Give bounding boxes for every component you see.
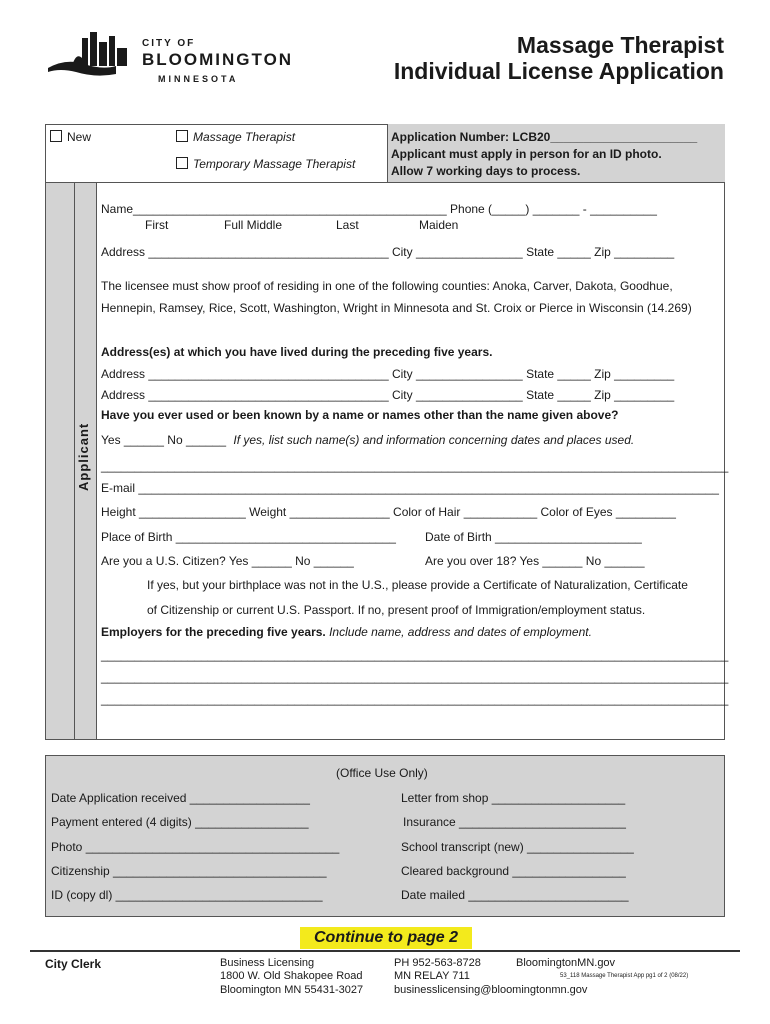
insurance-field[interactable]: Insurance _________________________ (403, 815, 626, 829)
other-names-yes-no[interactable] (101, 433, 634, 447)
date-mailed-field[interactable]: Date mailed ________________________ (401, 888, 629, 902)
form-id: 53_118 Massage Therapist App pg1 of 2 (08/22) (560, 973, 689, 979)
other-names-blank-line[interactable]: ______________________________________________________________________________________________ (101, 459, 729, 473)
name-first-caption: First (145, 218, 169, 232)
other-names-instructions: If yes, list such name(s) and information concerning dates and places used. (233, 433, 635, 447)
massage-therapist-checkbox-row[interactable] (176, 130, 295, 144)
name-phone-field[interactable]: Name_______________________________________________ Phone (_____) _______ - __________ (101, 202, 657, 216)
employer-line-3[interactable]: ______________________________________________________________________________________________ (101, 692, 729, 706)
massage-therapist-label: Massage Therapist (193, 130, 296, 144)
naturalization-text-1: If yes, but your birthplace was not in the U.S., please provide a Certificate of Naturalization, Certificate (147, 578, 688, 592)
name-last-caption: Last (336, 218, 359, 232)
divider (96, 183, 97, 739)
employer-line-2[interactable]: ______________________________________________________________________________________________ (101, 670, 729, 684)
city-skyline-icon (46, 28, 142, 88)
other-names-question: Have you ever used or been known by a name or names other than the name given above? (101, 408, 619, 422)
employers-instructions: Include name, address and dates of employment. (329, 625, 592, 639)
form-title-line1: Massage Therapist (516, 32, 724, 58)
school-transcript-field[interactable]: School transcript (new) ________________ (401, 840, 634, 854)
prev-address-field-1[interactable]: Address ____________________________________ City ________________ State _____ Zip _________ (101, 367, 675, 381)
citizenship-field[interactable]: Citizenship ________________________________ (51, 864, 327, 878)
payment-field[interactable]: Payment entered (4 digits) _________________ (51, 815, 309, 829)
footer-address-line-1: Business Licensing (220, 957, 315, 969)
name-middle-caption: Full Middle (224, 218, 283, 232)
letter-from-shop-field[interactable]: Letter from shop ____________________ (401, 791, 626, 805)
new-checkbox[interactable] (50, 130, 62, 142)
applicant-side-label: Applicant (76, 422, 91, 491)
footer-divider (30, 950, 740, 952)
prev-address-field-2[interactable]: Address ____________________________________ City ________________ State _____ Zip _________ (101, 388, 675, 402)
email-field[interactable]: E-mail _______________________________________________________________________________________ (101, 481, 719, 495)
new-label: New (67, 130, 92, 144)
employers-heading-row (101, 625, 592, 639)
address-field[interactable]: Address ____________________________________ City ________________ State _____ Zip _________ (101, 245, 675, 259)
temporary-label: Temporary Massage Therapist (193, 157, 356, 171)
footer-address-line-3: Bloomington MN 55431-3027 (220, 984, 364, 996)
divider (74, 183, 75, 739)
place-of-birth-field[interactable]: Place of Birth _________________________________ (101, 530, 396, 544)
massage-therapist-checkbox[interactable] (176, 130, 188, 142)
yes-no-field[interactable]: Yes ______ No ______ (101, 433, 227, 447)
logo-name-text: BLOOMINGTON (142, 50, 294, 69)
logo-city-text: CITY OF (142, 38, 196, 49)
temporary-checkbox-row[interactable] (176, 157, 355, 171)
temporary-checkbox[interactable] (176, 157, 188, 169)
footer-relay: MN RELAY 711 (394, 970, 470, 982)
logo-state-text: MINNESOTA (158, 74, 239, 84)
naturalization-text-2: of Citizenship or current U.S. Passport. If no, present proof of Immigration/employment status. (147, 603, 646, 617)
date-received-field[interactable]: Date Application received __________________ (51, 791, 310, 805)
new-checkbox-row[interactable] (50, 130, 91, 144)
continue-to-page-2-button[interactable]: Continue to page 2 (300, 927, 472, 949)
application-number-field[interactable]: Application Number: LCB20______________________ (391, 130, 698, 144)
footer-address-line-2: 1800 W. Old Shakopee Road (220, 970, 363, 982)
id-copy-field[interactable]: ID (copy dl) _______________________________ (51, 888, 323, 902)
photo-field[interactable]: Photo ______________________________________ (51, 840, 340, 854)
footer-email-link[interactable]: businesslicensing@bloomingtonmn.gov (394, 984, 588, 996)
name-maiden-caption: Maiden (419, 218, 459, 232)
date-of-birth-field[interactable]: Date of Birth ______________________ (425, 530, 642, 544)
age-question[interactable]: Are you over 18? Yes ______ No ______ (425, 554, 645, 568)
office-use-heading: (Office Use Only) (336, 766, 428, 780)
processing-notice: Allow 7 working days to process. (391, 164, 581, 178)
footer-phone: PH 952-563-8728 (394, 957, 481, 969)
footer-website-link[interactable]: BloomingtonMN.gov (516, 957, 616, 969)
photo-notice: Applicant must apply in person for an ID photo. (391, 147, 662, 161)
citizen-question[interactable]: Are you a U.S. Citizen? Yes ______ No ______ (101, 554, 354, 568)
divider (45, 182, 725, 183)
city-clerk-label: City Clerk (45, 957, 102, 971)
counties-text-1: The licensee must show proof of residing in one of the following counties: Anoka, Carver, Dakota, Goodhue, (101, 279, 673, 293)
counties-text-2: Hennepin, Ramsey, Rice, Scott, Washington, Wright in Minnesota and St. Croix or Pierce in Wisconsin (14.269) (101, 301, 692, 315)
physical-description-field[interactable]: Height ________________ Weight _______________ Color of Hair ___________ Color of Eyes _________ (101, 505, 676, 519)
employers-heading: Employers for the preceding five years. (101, 625, 326, 639)
form-title-line2: Individual License Application (393, 58, 724, 84)
cleared-background-field[interactable]: Cleared background _________________ (401, 864, 626, 878)
city-logo (46, 28, 294, 88)
employer-line-1[interactable]: ______________________________________________________________________________________________ (101, 648, 729, 662)
prev-addresses-heading: Address(es) at which you have lived during the preceding five years. (101, 345, 493, 359)
